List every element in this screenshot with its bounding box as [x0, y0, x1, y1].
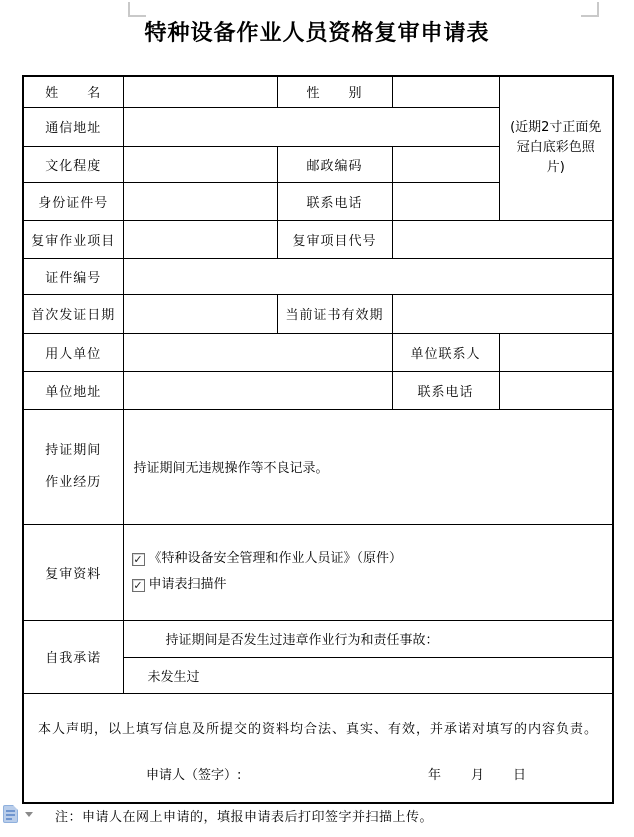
name-label: 姓 名: [23, 76, 123, 107]
review-project-input[interactable]: [123, 220, 277, 258]
education-input[interactable]: [123, 146, 277, 182]
self-promise-question-cell[interactable]: [123, 620, 613, 657]
self-promise-answer: 未发生过: [147, 669, 200, 685]
cert-validity-input[interactable]: [392, 294, 613, 333]
cert-validity-label: 当前证书有效期: [277, 294, 392, 333]
table-row: [23, 620, 613, 657]
dropdown-caret-icon[interactable]: [25, 812, 33, 817]
employer-phone-input[interactable]: [499, 371, 613, 409]
name-input[interactable]: [123, 76, 277, 107]
address-label: 通信地址: [23, 107, 123, 146]
postcode-label: 邮政编码: [277, 146, 392, 182]
work-history-input[interactable]: [123, 409, 613, 524]
signature-label: 申请人（签字）:: [146, 767, 242, 783]
material-item-label: 《特种设备安全管理和作业人员证》（原件）: [148, 551, 403, 566]
gender-input[interactable]: [392, 76, 499, 107]
review-materials-input[interactable]: [123, 524, 613, 620]
education-label: 文化程度: [23, 146, 123, 182]
employer-contact-input[interactable]: [499, 333, 613, 371]
employer-address-label: 单位地址: [23, 371, 123, 409]
table-row: [23, 333, 613, 371]
review-materials-label: 复审资料: [23, 524, 123, 620]
work-history-label: [23, 409, 123, 524]
work-history-label-line1: 持证期间: [45, 442, 102, 458]
first-issue-input[interactable]: [123, 294, 277, 333]
review-project-label: 复审作业项目: [23, 220, 123, 258]
id-number-input[interactable]: [123, 182, 277, 220]
photo-cell[interactable]: [499, 76, 613, 220]
work-history-value: 持证期间无违规操作等不良记录。: [133, 461, 329, 476]
gender-label: 性 别: [277, 76, 392, 107]
table-row: [23, 76, 613, 107]
self-promise-question: 持证期间是否发生过违章作业行为和责任事故：: [165, 633, 439, 648]
work-history-label-line2: 作业经历: [45, 474, 102, 490]
phone-label: 联系电话: [277, 182, 392, 220]
id-number-label: 身份证件号: [23, 182, 123, 220]
declaration-cell[interactable]: [23, 693, 613, 803]
first-issue-label: 首次发证日期: [23, 294, 123, 333]
paste-options-button[interactable]: [3, 805, 35, 825]
employer-input[interactable]: [123, 333, 392, 371]
table-row: [23, 258, 613, 294]
address-input[interactable]: [123, 107, 499, 146]
paste-options-icon: [3, 805, 18, 823]
postcode-input[interactable]: [392, 146, 499, 182]
employer-label: 用人单位: [23, 333, 123, 371]
year-label: 年: [428, 767, 442, 783]
table-row: [23, 371, 613, 409]
table-row: [23, 693, 613, 803]
photo-hint: (近期2寸正面免冠白底彩色照片): [510, 120, 602, 176]
page-corner-mark-right-icon: [581, 2, 599, 17]
checkbox-checked-icon[interactable]: ✓: [133, 579, 143, 592]
employer-contact-label: 单位联系人: [392, 333, 499, 371]
material-item-label: 申请表扫描件: [148, 577, 227, 592]
page-title: 特种设备作业人员资格复审申请表: [144, 21, 490, 46]
page-corner-mark-left-icon: [128, 2, 146, 17]
self-promise-answer-cell[interactable]: [123, 657, 613, 693]
day-label: 日: [513, 767, 527, 783]
self-promise-label: 自我承诺: [23, 620, 123, 693]
table-row: [23, 294, 613, 333]
checkbox-checked-icon[interactable]: ✓: [133, 553, 143, 566]
table-row: [23, 524, 613, 620]
cert-number-label: 证件编号: [23, 258, 123, 294]
declaration-statement: 本人声明，以上填写信息及所提交的资料均合法、真实、有效，并承诺对填写的内容负责。: [37, 721, 598, 737]
application-form-table: [22, 75, 614, 804]
footnote: 注：申请人在网上申请的，填报申请表后打印签字并扫描上传。: [55, 810, 434, 825]
employer-phone-label: 联系电话: [392, 371, 499, 409]
review-code-label: 复审项目代号: [277, 220, 392, 258]
review-code-input[interactable]: [392, 220, 613, 258]
cert-number-input[interactable]: [123, 258, 613, 294]
table-row: [23, 409, 613, 524]
material-item: [132, 572, 613, 598]
table-row: [23, 220, 613, 258]
material-item: [132, 546, 613, 572]
phone-input[interactable]: [392, 182, 499, 220]
employer-address-input[interactable]: [123, 371, 392, 409]
month-label: 月: [471, 767, 485, 783]
